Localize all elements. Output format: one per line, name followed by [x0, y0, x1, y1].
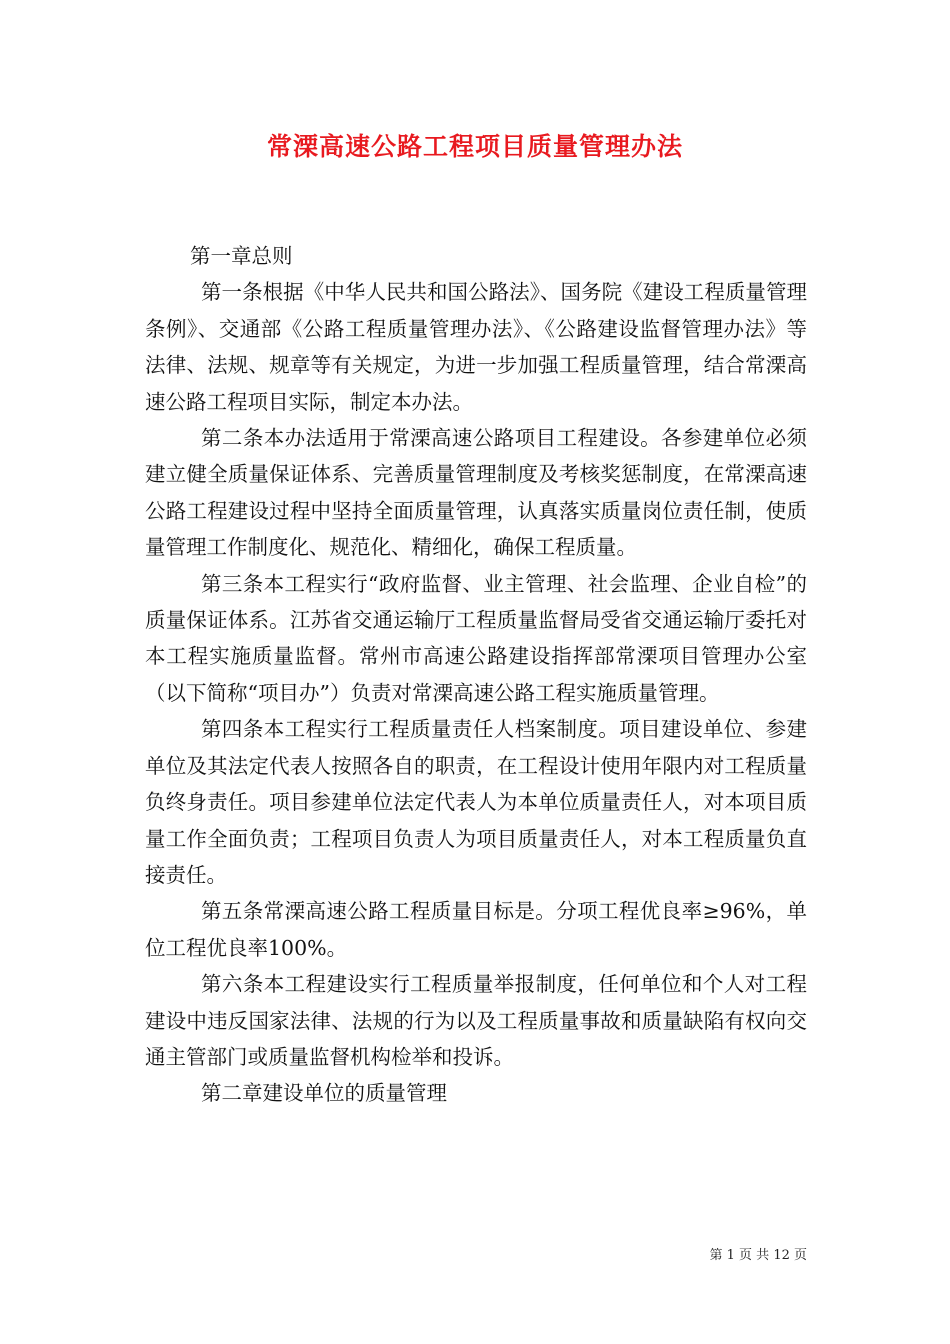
article-5: 第五条常溧高速公路工程质量目标是。分项工程优良率≥96%，单位工程优良率100%。 — [145, 899, 807, 960]
article-6: 第六条本工程建设实行工程质量举报制度，任何单位和个人对工程建设中违反国家法律、法规的行为以及工程质量事故和质量缺陷有权向交通主管部门或质量监督机构检举和投诉。 — [145, 972, 807, 1069]
article-1: 第一条根据《中华人民共和国公路法》、国务院《建设工程质量管理条例》、交通部《公路工程质量管理办法》、《公路建设监督管理办法》等法律、法规、规章等有关规定，为进一步加强工程质量管理，结合常溧高速公路工程项目实际，制定本办法。 — [145, 280, 807, 414]
document-body — [145, 238, 807, 1112]
article-2: 第二条本办法适用于常溧高速公路项目工程建设。各参建单位必须建立健全质量保证体系、完善质量管理制度及考核奖惩制度，在常溧高速公路工程建设过程中坚持全面质量管理，认真落实质量岗位责任制，使质量管理工作制度化、规范化、精细化，确保工程质量。 — [145, 426, 807, 560]
chapter-heading-2: 第二章建设单位的质量管理 — [201, 1081, 447, 1106]
page-number: 第 1 页 共 12 页 — [709, 1248, 807, 1263]
document-title: 常溧高速公路工程项目质量管理办法 — [266, 132, 683, 161]
article-3: 第三条本工程实行“政府监督、业主管理、社会监理、企业自检”的质量保证体系。江苏省交通运输厅工程质量监督局受省交通运输厅委托对本工程实施质量监督。常州市高速公路建设指挥部常溧项目管理办公室（以下简称“项目办”）负责对常溧高速公路工程实施质量管理。 — [145, 571, 807, 705]
chapter-heading-1: 第一章总则 — [190, 244, 293, 268]
article-4: 第四条本工程实行工程质量责任人档案制度。项目建设单位、参建单位及其法定代表人按照各自的职责，在工程设计使用年限内对工程质量负终身责任。项目参建单位法定代表人为本单位质量责任人，对本项目质量工作全面负责；工程项目负责人为项目质量责任人，对本工程质量负直接责任。 — [145, 717, 807, 887]
